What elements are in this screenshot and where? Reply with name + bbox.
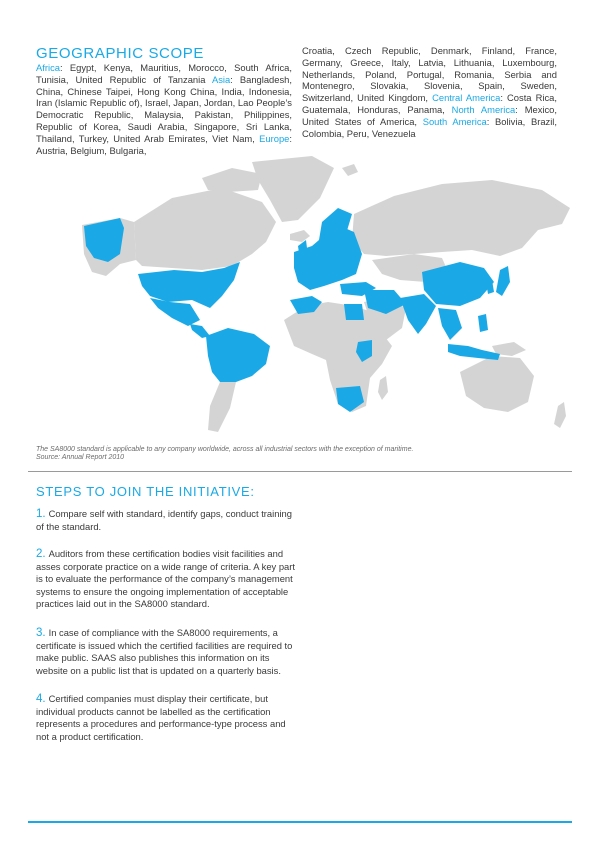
region-label-north-america: North America <box>451 103 516 115</box>
footer-rule <box>28 821 572 823</box>
map-madagascar <box>378 376 388 400</box>
step-number: 1. <box>36 508 46 520</box>
region-label-central-america: Central America <box>432 92 501 104</box>
section-divider <box>28 471 572 472</box>
map-russia <box>352 180 570 256</box>
region-label-africa: Africa <box>36 62 60 73</box>
world-map <box>22 150 582 440</box>
map-southeast-asia <box>438 308 462 340</box>
region-countries-central-america: : Costa Rica, Guatemala, Honduras, Panama, <box>302 92 557 115</box>
step-item <box>36 508 298 533</box>
map-caption-source: Source: Annual Report 2010 <box>36 454 125 462</box>
map-caption <box>36 446 566 463</box>
geographic-scope-title: GEOGRAPHIC SCOPE <box>36 45 204 62</box>
map-caption-line1: The SA8000 standard is applicable to any company worldwide, across all industrial sectors with the exception of maritime. <box>36 446 414 453</box>
map-japan <box>496 266 510 296</box>
region-countries-south-america: : Bolivia, Brazil, Colombia, Peru, Venezuela <box>302 115 557 139</box>
map-philippines <box>478 314 488 332</box>
region-label-asia: Asia <box>211 73 231 85</box>
step-text: In case of compliance with the SA8000 requirements, a certificate is issued which the certified facilities are required to make public. SAAS also publishes this information on its website on a public list that is updated on a quarterly basis. <box>36 627 293 676</box>
step-number: 4. <box>36 693 46 705</box>
region-label-europe: Europe <box>259 132 290 144</box>
region-countries-europe-part2: Croatia, Czech Republic, Denmark, Finland, France, Germany, Greece, Italy, Latvia, Lithuania, Luxembourg, Netherlands, Poland, Portugal, Romania, Serbia and Montenegro, Slovakia, Slovenia, Spain, Sweden, Switzerland, United Kingdom, <box>302 45 557 104</box>
map-south-america-north <box>206 328 270 382</box>
map-iceland <box>290 230 310 242</box>
step-item <box>36 627 298 677</box>
geographic-scope-right-column <box>302 45 557 139</box>
map-south-asia <box>400 294 436 334</box>
step-number: 3. <box>36 627 46 639</box>
map-australia <box>460 356 534 412</box>
map-svalbard <box>342 164 358 176</box>
step-text: Compare self with standard, identify gaps, conduct training of the standard. <box>36 508 292 532</box>
region-countries-europe-part1: : Austria, Belgium, Bulgaria, <box>36 132 292 156</box>
step-item <box>36 548 298 611</box>
region-countries-asia: : Bangladesh, China, Chinese Taipei, Hong Kong China, India, Indonesia, Iran (Islamic Republic of), Israel, Japan, Jordan, Lao People’s Democratic Republic, Malaysia, Pakistan, Philippines, Republic of Korea, Saudi Arabia, Singapore, Sri Lanka, Thailand, Turkey, United Arab Emirates, Viet Nam, <box>36 73 292 144</box>
region-countries-africa: : Egypt, Kenya, Mauritius, Morocco, South Africa, Tunisia, United Republic of Tanzania <box>36 62 292 85</box>
step-text: Certified companies must display their certificate, but individual products cannot be labelled as the certification represents a procedures and performance-type process and not a product certification. <box>36 693 286 742</box>
step-item <box>36 693 298 743</box>
map-new-zealand <box>554 402 566 428</box>
map-arctic-islands <box>202 168 262 192</box>
step-number: 2. <box>36 548 46 560</box>
region-label-south-america: South America <box>422 115 487 127</box>
geographic-scope-left-column <box>36 62 292 156</box>
steps-title: STEPS TO JOIN THE INITIATIVE: <box>36 484 255 499</box>
step-text: Auditors from these certification bodies visit facilities and asses corporate practice on a wide range of criteria. A key part is to evaluate the performance of the company’s management systems to ensure the ongoing implementation of acceptable practices laid out in the SA8000 standard. <box>36 548 295 609</box>
map-southern-south-america <box>208 382 236 432</box>
region-countries-north-america: : Mexico, United States of America, <box>302 103 557 127</box>
map-mexico <box>150 298 200 326</box>
map-canada <box>134 188 276 270</box>
map-egypt <box>344 304 364 320</box>
